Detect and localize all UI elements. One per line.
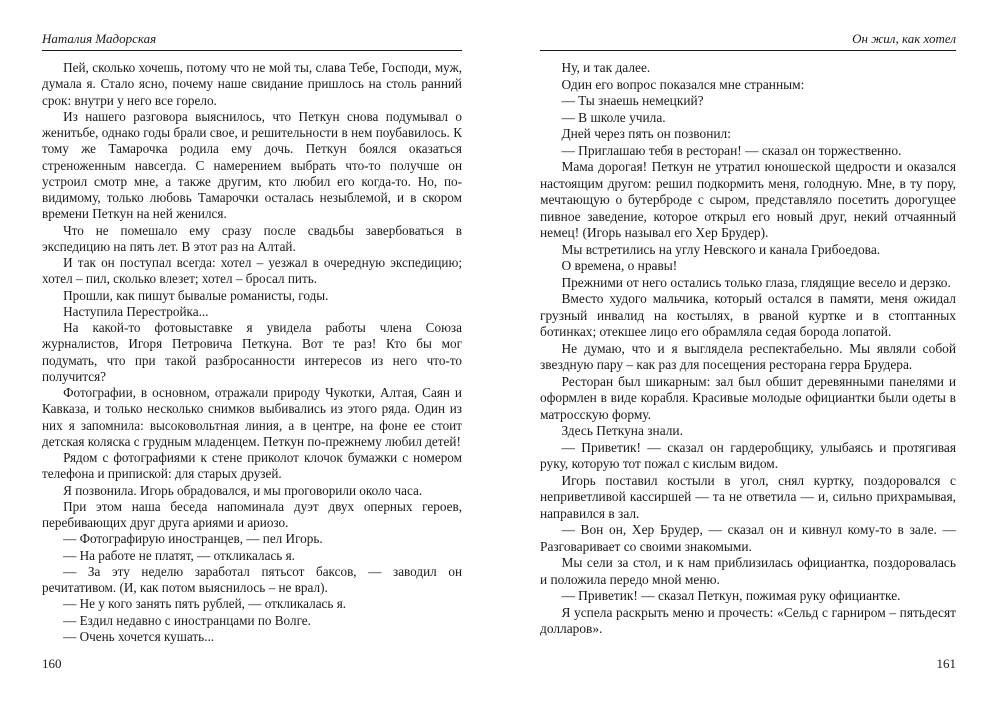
page-number: 160 [42,656,62,671]
running-head-title: Он жил, как хотел [852,31,956,46]
right-page [540,0,956,707]
paragraph: На какой-то фотовыставке я увидела работы члена Союза журналистов, Игоря Петровича Петкуна. Вот те раз! Кто бы мог подумать, что при такой разбросанности интересов из него что-то получится? [42,320,462,384]
paragraph: — Приветик! — сказал Петкун, пожимая руку официантке. [561,588,901,603]
paragraph: — Вон он, Хер Брудер, — сказал он и кивнул кому-то в зале. — Разговаривает со своими знакомыми. [540,522,956,554]
header-rule [540,50,956,51]
page-number: 161 [936,656,956,671]
paragraph: — За эту неделю заработал пятьсот баксов, — заводил он речитативом. (И, как потом выяснилось – не врал). [42,563,462,595]
paragraph: При этом наша беседа напоминала дуэт двух оперных героев, перебивающих друг друга ариями и ариозо. [42,498,462,530]
paragraph: — Ездил недавно с иностранцами по Волге. [63,612,311,628]
paragraph: Пей, сколько хочешь, потому что не мой ты, слава Тебе, Господи, муж, думала я. Стало ясно, почему наше свидание пришлось на столь ранний срок: внутри у него все горело. [42,60,462,108]
paragraph: Мы сели за стол, и к нам приблизилась официантка, поздоровалась и положила передо мной меню. [540,555,956,587]
paragraph: Игорь поставил костыли в угол, снял куртку, поздоровался с неприветливой кассиршей — та не ответила — и, сильно прихрамывая, направился в зал. [540,472,956,521]
paragraph: И так он поступал всегда: хотел – уезжал в очередную экспедицию; хотел – пил, сколько влезет; хотел – бросал пить. [42,255,462,287]
paragraph: Вместо худого мальчика, который остался в памяти, меня ожидал грузный инвалид на костылях, в рваной куртке и в стоптанных ботинках; отекшее лицо его обрамляла седая борода лопатой. [540,291,956,339]
paragraph: Дней через пять он позвонил: [561,126,731,141]
paragraph: Ну, и так далее. [561,60,651,75]
paragraph: Мама дорогая! Петкун не утратил юношеской щедрости и оказался настоящим другом: решил подкормить меня, голодную. Мне, в ту пору, мечтающую о бутерброде с сыром, представляло посетить дорогущее пивное заведение, которое открыл его новый друг, некий отчаянный немец! (Игорь называл его Хер Брудер). [540,159,956,240]
paragraph: Я успела раскрыть меню и прочесть: «Сельд с гарниром – пятьдесят долларов». [540,604,956,636]
paragraph: — Очень хочется кушать... [63,628,215,644]
paragraph: Прошли, как пишут бывалые романисты, годы. [63,287,329,303]
paragraph: Здесь Петкуна знали. [561,423,683,438]
paragraph: — Ты знаешь немецкий? [561,93,704,108]
paragraph: Я позвонила. Игорь обрадовался, и мы проговорили около часа. [63,482,423,498]
right-page-text [540,60,956,638]
paragraph: Не думаю, что и я выглядела респектабельно. Мы являли собой звездную пару – как раз для посещения ресторана герра Брудера. [540,340,956,372]
paragraph: Ресторан был шикарным: зал был обшит деревянными панелями и оформлен в виде корабля. Красивые молодые официантки были одеты в матросскую форму. [540,373,956,422]
header-rule [42,50,462,51]
paragraph: — Приглашаю тебя в ресторан! — сказал он торжественно. [561,142,902,158]
paragraph: Прежними от него остались только глаза, глядящие весело и дерзко. [561,274,951,290]
paragraph: — Фотографирую иностранцев, — пел Игорь. [63,531,323,547]
paragraph: Рядом с фотографиями к стене приколот клочок бумажки с номером телефона и припиской: для старых друзей. [42,450,462,482]
paragraph: Что не помешало ему сразу после свадьбы завербоваться в экспедицию на пять лет. В этот раз на Алтай. [42,222,462,254]
paragraph: Один его вопрос показался мне странным: [561,76,805,92]
paragraph: Наступила Перестройка... [63,303,209,319]
running-head-author: Наталия Мадорская [42,31,157,46]
paragraph: — В школе учила. [561,109,666,125]
paragraph: О времена, о нравы! [561,258,678,273]
paragraph: Из нашего разговора выяснилось, что Петкун снова подумывал о женитьбе, однако годы брали свое, и решительности в нем поубавилось. К тому же Тамарочка родила ему дочь. Петкун боялся оказаться стреноженным навсегда. С намерением выбрать что-то получше он устроил смотр мне, а также другим, кто любил его когда-то. Но, по-видимому, только любовь Тамарочки осталась незыблемой, и в скором времени Петкун на ней женился. [42,108,462,222]
left-page-text [42,60,462,645]
paragraph: — Приветик! — сказал он гардеробщику, улыбаясь и протягивая руку, которую тот пожал с кислым видом. [540,439,956,471]
paragraph: — На работе не платят, — откликалась я. [63,547,295,563]
left-page [42,0,462,707]
paragraph: Мы встретились на углу Невского и канала Грибоедова. [561,241,881,257]
paragraph: Фотографии, в основном, отражали природу Чукотки, Алтая, Саян и Кавказа, и только несколько снимков выбивались из этого ряда. Один из них я запомнила: высоковольтная линия, а в центре, на фоне ее стоит детская коляска с грудным младенцем. Петкун по-прежнему любил детей! [42,385,462,449]
paragraph: — Не у кого занять пять рублей, — откликалась я. [63,596,347,612]
